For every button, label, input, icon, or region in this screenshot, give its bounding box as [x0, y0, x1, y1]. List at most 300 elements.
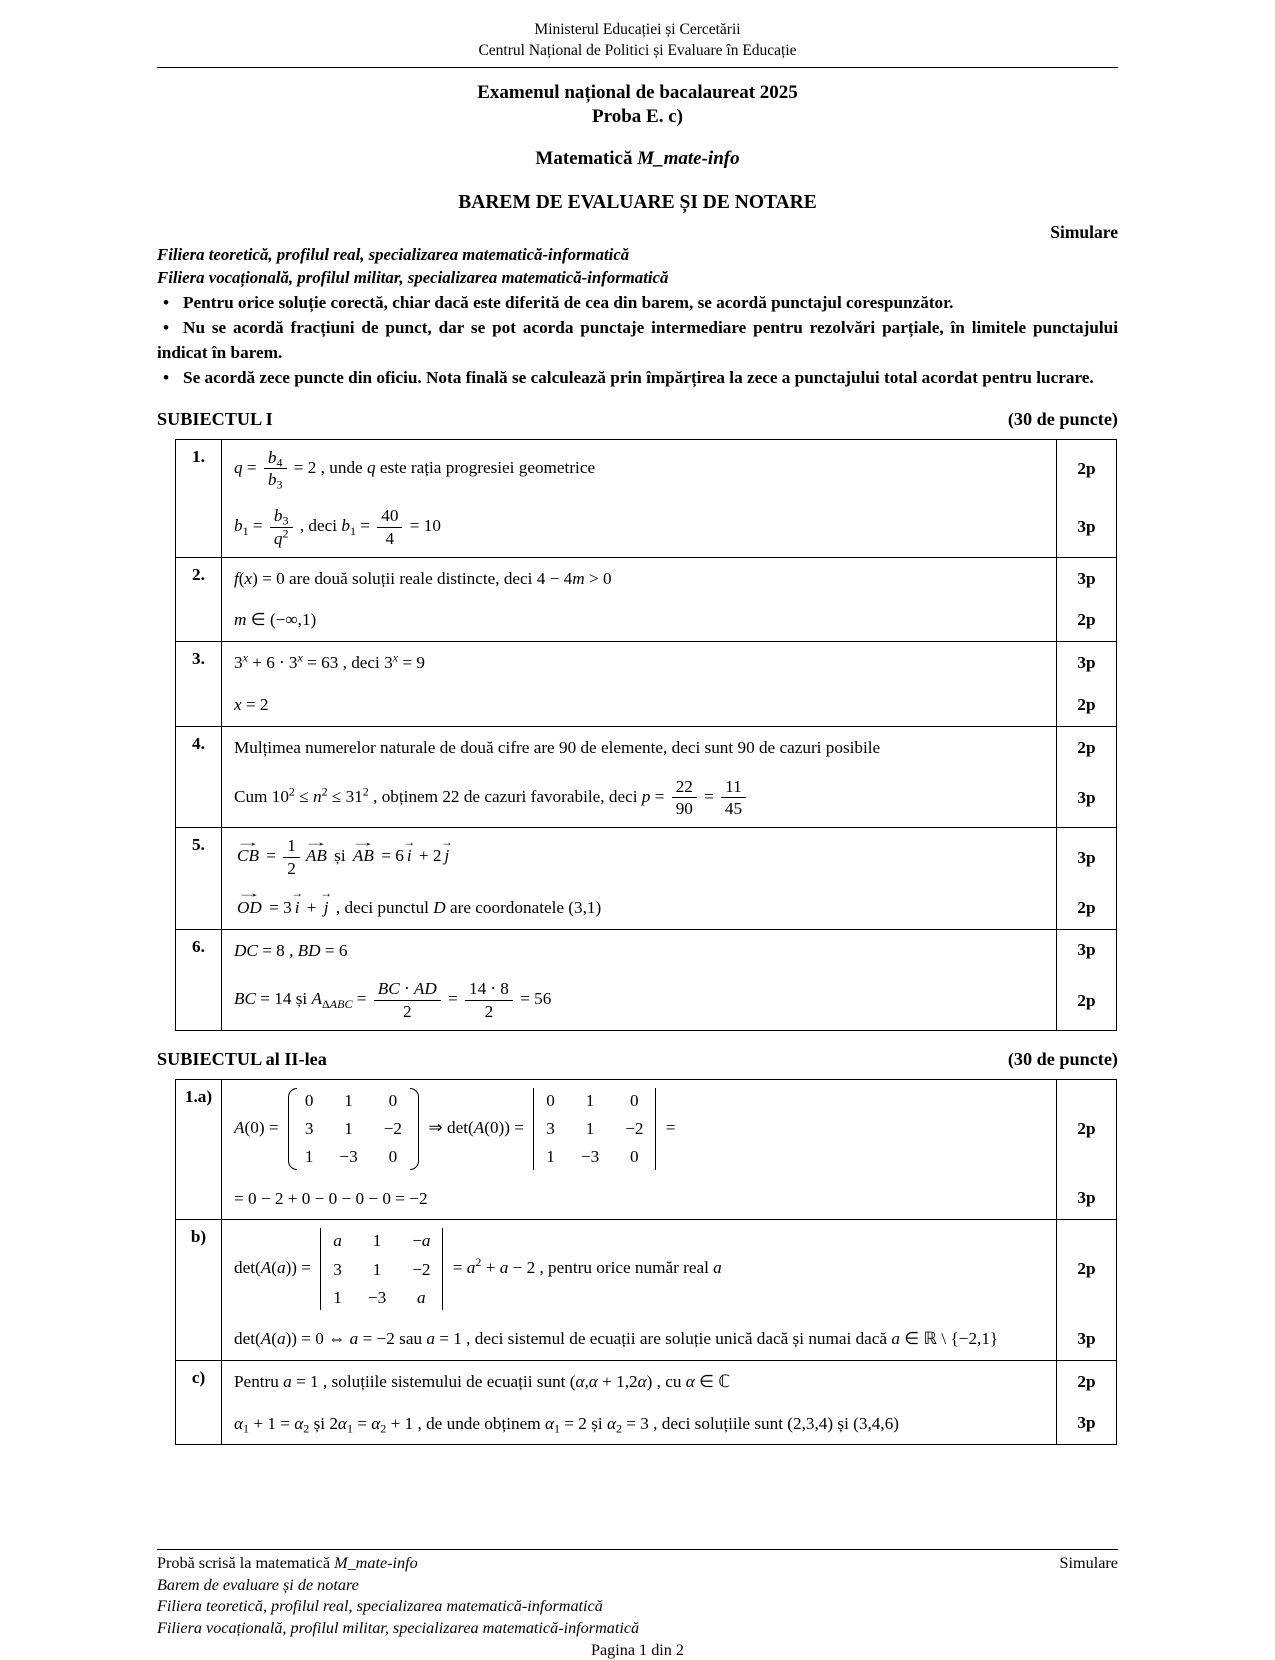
vector	[236, 886, 263, 921]
math-fragment: 1	[333, 1287, 342, 1307]
denominator	[268, 469, 283, 490]
math-text: =	[650, 786, 669, 806]
math-text: 1	[243, 1421, 250, 1436]
math-variable: A	[260, 1328, 272, 1348]
simulare-label: Simulare	[1050, 221, 1118, 242]
denominator	[403, 1001, 412, 1022]
subiect-2-table	[175, 1079, 1117, 1445]
math-text: )) =	[285, 1258, 316, 1278]
math-text: are coordonatele (3,1)	[445, 897, 602, 917]
row-score: 3p	[1056, 1178, 1116, 1220]
math-fragment: a	[333, 1231, 342, 1251]
math-fragment: 0	[630, 1090, 639, 1110]
math-text: 40	[381, 506, 399, 526]
math-text: (0) =	[244, 1117, 283, 1137]
matrix-entry	[305, 1148, 314, 1165]
math-variable: α	[294, 1413, 304, 1433]
math-text: (0)) =	[484, 1117, 529, 1137]
row-score: 2p	[1056, 1361, 1116, 1403]
footer-divider	[157, 1549, 1118, 1550]
math-text: ≤	[294, 786, 313, 806]
math-variable: α	[544, 1413, 554, 1433]
math-text: 2	[282, 526, 289, 541]
math-text: − 2 , pentru orice număr real	[508, 1258, 714, 1278]
matrix-grid	[297, 1088, 410, 1170]
grading-rule-text: Se acordă zece puncte din oficiu. Nota finală se calculează prin împărțirea la zece a punctajului total acordat pentru lucrare.	[183, 368, 1094, 388]
vector-body: AB	[305, 846, 327, 866]
math-text: =	[261, 846, 281, 866]
ministry-line2: Centrul Național de Politici și Evaluare în Educație	[478, 41, 797, 59]
matrix-entry	[305, 1120, 314, 1137]
math-text: =	[352, 989, 371, 1009]
denominator	[274, 528, 289, 549]
math-fragment: −3	[367, 1287, 387, 1307]
table-row	[176, 642, 1116, 727]
row-score: 3p	[1056, 769, 1116, 828]
grading-rule-2	[157, 316, 1118, 365]
math-text: =	[355, 516, 375, 536]
math-fragment: 1	[304, 1147, 314, 1167]
math-variable: a	[713, 1258, 722, 1278]
vector-arrow-icon: →	[303, 835, 329, 850]
subscript	[322, 997, 352, 1011]
footer-line4: Filiera vocațională, profilul militar, specializarea matematică-informatică	[157, 1618, 640, 1637]
denominator	[287, 858, 296, 879]
page-number: Pagina 1 din 2	[590, 1640, 685, 1659]
row-content	[222, 1318, 1056, 1360]
math-fragment: −2	[625, 1119, 644, 1139]
ministry-header	[157, 20, 1118, 62]
math-text: și	[329, 846, 350, 866]
subject-name: Matematică	[535, 147, 633, 169]
left-paren	[288, 1088, 297, 1170]
matrix-entry	[384, 1120, 402, 1137]
math-fragment: 0	[630, 1147, 639, 1167]
vector-arrow-icon: →	[291, 886, 304, 901]
math-text: ) , cu	[646, 1371, 686, 1391]
math-variable: b	[267, 470, 277, 490]
math-variable: b	[341, 516, 350, 536]
section-2-points: (30 de puncte)	[1007, 1048, 1118, 1069]
math-fragment: 0	[546, 1090, 555, 1110]
math-text: 14 ⋅ 8	[469, 979, 509, 999]
proba-title: Proba E. c)	[592, 105, 683, 127]
math-variable: b	[273, 506, 283, 526]
math-text: (	[271, 1328, 277, 1348]
math-fragment: 3	[304, 1119, 314, 1139]
matrix-entry	[344, 1120, 353, 1137]
document-page	[157, 0, 1118, 1660]
fraction	[283, 836, 300, 879]
row-score: 2p	[1056, 599, 1116, 641]
row-content	[222, 684, 1056, 726]
row-content	[222, 440, 1056, 499]
matrix-entry	[630, 1148, 639, 1165]
section-2-title: SUBIECTUL al II-lea	[157, 1048, 327, 1069]
bullet-icon: •	[163, 292, 170, 312]
math-text: + 6 ⋅ 3	[247, 653, 298, 673]
math-fragment: 1	[585, 1119, 595, 1139]
math-text: = 8 ,	[257, 940, 298, 960]
math-text: = 56	[515, 989, 552, 1009]
row-score: 2p	[1056, 1220, 1116, 1318]
math-text: = 9	[398, 653, 425, 673]
footer-line1	[157, 1553, 1118, 1574]
row-score: 3p	[1056, 558, 1116, 600]
math-text: 4	[276, 455, 283, 470]
math-fragment: 3	[546, 1119, 555, 1139]
math-variable: m	[572, 568, 585, 588]
matrix-entry	[546, 1120, 555, 1137]
matrix-entry	[417, 1289, 426, 1306]
row-number: 5.	[176, 828, 222, 928]
numerator	[264, 448, 287, 470]
footer-line3: Filiera teoretică, profilul real, specializarea matematică-informatică	[157, 1597, 603, 1616]
math-text: det(	[234, 1258, 261, 1278]
row-score: 3p	[1056, 930, 1116, 972]
math-fragment: a	[417, 1287, 426, 1307]
row-score: 3p	[1056, 1403, 1116, 1445]
table-row	[176, 440, 1116, 558]
math-text: ⇒ det(	[424, 1117, 474, 1137]
row-number: 1.a)	[176, 1080, 222, 1219]
math-variable: q	[234, 457, 243, 477]
bullet-icon: •	[163, 318, 170, 338]
math-variable: a	[426, 1328, 435, 1348]
vector	[350, 835, 377, 869]
math-text: Cum 10	[234, 786, 289, 806]
math-text: + 1 , de unde obținem	[386, 1413, 545, 1433]
numerator	[283, 836, 300, 858]
subscript	[276, 478, 282, 492]
vector	[291, 886, 304, 921]
math-text: =	[448, 1258, 467, 1278]
math-variable: x	[242, 650, 248, 665]
row-content	[222, 828, 1056, 887]
vector-body: i	[406, 846, 412, 866]
row-content	[222, 1403, 1056, 1445]
math-variable: A	[311, 989, 323, 1009]
math-fragment: 0	[388, 1147, 398, 1167]
math-text: 45	[724, 799, 743, 819]
page-footer	[157, 1549, 1118, 1660]
row-score: 2p	[1056, 440, 1116, 499]
math-variable: x	[234, 695, 242, 715]
right-paren	[410, 1088, 419, 1170]
math-text: = 2	[241, 695, 269, 715]
matrix-entry	[412, 1261, 430, 1278]
matrix-entry	[412, 1232, 430, 1249]
math-variable: p	[641, 786, 651, 806]
vector-arrow-icon: →	[403, 835, 416, 850]
row-content	[222, 887, 1056, 929]
math-text: =	[699, 786, 719, 806]
filiera-line1: Filiera teoretică, profilul real, specializarea matematică-informatică	[157, 244, 630, 264]
math-text: =	[242, 457, 261, 477]
denominator	[386, 528, 395, 549]
math-text: Δ	[322, 997, 330, 1012]
math-text: = 6	[376, 846, 404, 866]
matrix-entry	[333, 1232, 342, 1249]
math-text: 1	[553, 1421, 560, 1436]
matrix-entry	[368, 1289, 386, 1306]
math-variable: A	[473, 1117, 485, 1137]
vector-arrow-icon: →	[235, 835, 261, 850]
row-content	[222, 1178, 1056, 1220]
row-number: 4.	[176, 727, 222, 827]
math-fragment: 1	[344, 1119, 353, 1139]
math-text: + 1 =	[249, 1413, 295, 1433]
numerator	[672, 777, 697, 799]
math-text: 2	[288, 784, 295, 799]
vector-body: i	[294, 897, 300, 917]
math-variable: DC	[234, 940, 258, 960]
math-text: , deci	[295, 516, 342, 536]
row-content	[222, 1361, 1056, 1403]
math-variable: A	[260, 1258, 272, 1278]
math-text: 1	[242, 523, 249, 538]
footer-proba	[157, 1553, 418, 1574]
determinant	[533, 1088, 656, 1170]
fraction	[264, 448, 287, 491]
math-text: = −2 sau	[358, 1328, 427, 1348]
math-text: 2	[475, 1255, 482, 1270]
row-content	[222, 1080, 1056, 1178]
math-variable: BC	[234, 989, 256, 1009]
matrix-entry	[333, 1261, 342, 1278]
math-text: 2	[287, 859, 296, 879]
math-text: =	[661, 1117, 676, 1137]
math-text: 3	[234, 653, 243, 673]
math-variable: α	[685, 1371, 695, 1391]
section-1-points: (30 de puncte)	[1007, 408, 1118, 429]
row-content	[222, 769, 1056, 828]
subject-code: M_mate-info	[637, 147, 740, 169]
math-text: + 2	[414, 846, 442, 866]
math-text: =	[352, 1413, 372, 1433]
matrix-entry	[333, 1289, 342, 1306]
grading-rule-3	[157, 366, 1118, 390]
math-variable: α	[606, 1413, 616, 1433]
filiera-line2: Filiera vocațională, profilul militar, specializarea matematică-informatică	[157, 268, 669, 288]
table-row	[176, 558, 1116, 643]
math-fragment: −	[412, 1231, 422, 1251]
exam-title: Examenul național de bacalaureat 2025	[477, 81, 798, 103]
math-variable: f	[234, 568, 239, 588]
determinant	[320, 1228, 443, 1310]
bullet-icon: •	[163, 368, 170, 388]
row-score: 2p	[1056, 887, 1116, 929]
math-variable: x	[392, 650, 399, 665]
table-row	[176, 1220, 1116, 1360]
math-variable: AD	[413, 979, 437, 999]
row-content	[222, 498, 1056, 557]
fraction	[377, 506, 402, 549]
superscript	[283, 526, 289, 540]
math-text: = 6	[320, 940, 348, 960]
title-block	[157, 82, 1118, 214]
math-variable: α	[637, 1371, 647, 1391]
math-text: 4	[385, 528, 395, 548]
math-variable: BC	[377, 979, 400, 999]
math-variable: D	[433, 897, 446, 917]
math-text: Mulțimea numerelor naturale de două cifre are 90 de elemente, deci sunt 90 de cazuri posibile	[234, 737, 881, 757]
numerator	[270, 506, 293, 528]
math-text: 1	[349, 523, 356, 538]
math-text: = 10	[405, 516, 441, 536]
math-text: 2	[615, 1421, 622, 1436]
math-text: det(	[234, 1328, 261, 1348]
grading-rules	[157, 291, 1118, 391]
math-text: și 2	[309, 1413, 338, 1433]
row-score: 2p	[1056, 1080, 1116, 1178]
table-row	[176, 1361, 1116, 1445]
fraction	[721, 777, 746, 820]
math-fragment: 3	[333, 1259, 342, 1279]
math-fragment: 0	[388, 1090, 398, 1110]
math-text: , deci punctul	[331, 897, 434, 917]
vector	[440, 835, 453, 869]
table-row	[176, 1080, 1116, 1220]
row-score: 2p	[1056, 971, 1116, 1030]
math-text: ∈ (−∞,1)	[246, 610, 317, 630]
math-fragment: 1	[372, 1231, 382, 1251]
math-text: (	[238, 568, 245, 588]
vector-body: j	[323, 897, 329, 917]
math-text: = 14 și	[255, 989, 312, 1009]
row-content	[222, 971, 1056, 1030]
math-variable: α	[337, 1413, 347, 1433]
math-text: ≤ 31	[327, 786, 363, 806]
numerator	[721, 777, 746, 799]
math-variable: ABC	[329, 997, 353, 1012]
matrix-entry	[630, 1092, 639, 1109]
numerator	[377, 506, 402, 528]
math-text: ∈ ℝ \ {−2,1}	[899, 1328, 999, 1348]
math-variable: a	[283, 1371, 292, 1391]
denominator	[725, 798, 742, 819]
math-fragment: −3	[580, 1147, 600, 1167]
row-content	[222, 642, 1056, 684]
math-text: = 3	[264, 897, 292, 917]
math-variable: m	[234, 610, 247, 630]
math-variable: b	[267, 447, 277, 467]
math-text: )) = 0 ⇔	[285, 1328, 350, 1348]
matrix-entry	[389, 1148, 398, 1165]
row-score: 3p	[1056, 828, 1116, 887]
math-fragment: −2	[412, 1259, 431, 1279]
fraction	[270, 506, 293, 549]
section-1-title: SUBIECTUL I	[157, 408, 273, 429]
grading-rule-text: Pentru orice soluție corectă, chiar dacă este diferită de cea din barem, se acordă punctajul corespunzător.	[183, 292, 954, 312]
grading-rule-text: Nu se acordă fracțiuni de punct, dar se pot acorda punctaje intermediare pentru rezolvări parțiale, în limitele punctajului indicat în barem.	[157, 318, 1118, 362]
math-text: = 2 , unde	[289, 457, 367, 477]
math-text: + 1,2	[597, 1371, 638, 1391]
row-content	[222, 930, 1056, 972]
numerator	[465, 979, 513, 1001]
matrix-entry	[339, 1148, 357, 1165]
math-text: ⋅	[399, 979, 414, 999]
matrix-entry	[581, 1148, 599, 1165]
math-fragment: 1	[344, 1090, 353, 1110]
math-fragment: −2	[383, 1119, 403, 1139]
math-fragment: a	[421, 1231, 431, 1251]
fraction	[672, 777, 697, 820]
math-variable: a	[499, 1258, 509, 1278]
row-score: 3p	[1056, 642, 1116, 684]
math-variable: a	[466, 1258, 476, 1278]
math-fragment: −3	[339, 1147, 358, 1167]
table-row	[176, 727, 1116, 828]
row-content	[222, 599, 1056, 641]
matrix-entry	[344, 1092, 353, 1109]
row-score: 3p	[1056, 498, 1116, 557]
vector-arrow-icon: →	[320, 886, 333, 901]
barem-title: BAREM DE EVALUARE ȘI DE NOTARE	[458, 191, 817, 213]
row-score: 2p	[1056, 684, 1116, 726]
vector	[320, 886, 333, 921]
subscript	[276, 455, 282, 469]
math-variable: α	[588, 1371, 598, 1391]
math-variable: α	[234, 1413, 244, 1433]
math-text: 1	[346, 1421, 353, 1436]
math-text: ∈ ℂ	[694, 1371, 731, 1391]
fraction	[465, 979, 513, 1022]
math-text: 2	[321, 784, 328, 799]
row-number: b)	[176, 1220, 222, 1359]
matrix-entry	[586, 1120, 595, 1137]
row-score: 3p	[1056, 1318, 1116, 1360]
math-text: = 3 , deci soluțiile sunt (2,3,4) și (3,4,6)	[621, 1413, 900, 1433]
matrix-entry	[546, 1092, 555, 1109]
row-score: 2p	[1056, 727, 1116, 769]
math-text: 2	[303, 1421, 310, 1436]
math-text: 2	[362, 784, 369, 799]
math-fragment: 0	[304, 1090, 314, 1110]
math-text: 90	[675, 799, 693, 819]
numerator	[374, 979, 441, 1001]
footer-simulare: Simulare	[1059, 1554, 1118, 1573]
row-number: c)	[176, 1361, 222, 1445]
header-divider	[157, 67, 1118, 68]
math-variable: q	[366, 457, 376, 477]
math-text: 3	[276, 477, 283, 492]
vector	[403, 835, 416, 869]
math-text: 11	[725, 776, 742, 796]
math-text: =	[443, 989, 463, 1009]
matrix-entry	[373, 1232, 382, 1249]
math-variable: a	[276, 1328, 286, 1348]
math-variable: x	[297, 650, 303, 665]
math-text: Pentru	[234, 1371, 284, 1391]
math-text: = 1 , soluțiile sistemului de ecuații sunt (	[291, 1371, 576, 1391]
math-variable: a	[891, 1328, 900, 1348]
math-text: ) = 0 are două soluții reale distincte, deci 4 − 4	[252, 568, 573, 588]
vector-body: CB	[237, 846, 259, 866]
matrix-grid	[320, 1228, 443, 1310]
matrix-entry	[625, 1120, 643, 1137]
math-text: > 0	[584, 568, 612, 588]
subject-title	[157, 148, 1118, 170]
row-number: 1.	[176, 440, 222, 557]
math-text: 2	[402, 1002, 412, 1022]
table-row	[176, 930, 1116, 1030]
math-variable: α	[371, 1413, 381, 1433]
grading-rule-1	[157, 291, 1118, 315]
math-text: = 1 , deci sistemul de ecuații are soluție unică dacă și numai dacă	[434, 1328, 892, 1348]
math-text: ,	[584, 1371, 589, 1391]
footer-proba-code: M_mate-info	[334, 1554, 418, 1573]
